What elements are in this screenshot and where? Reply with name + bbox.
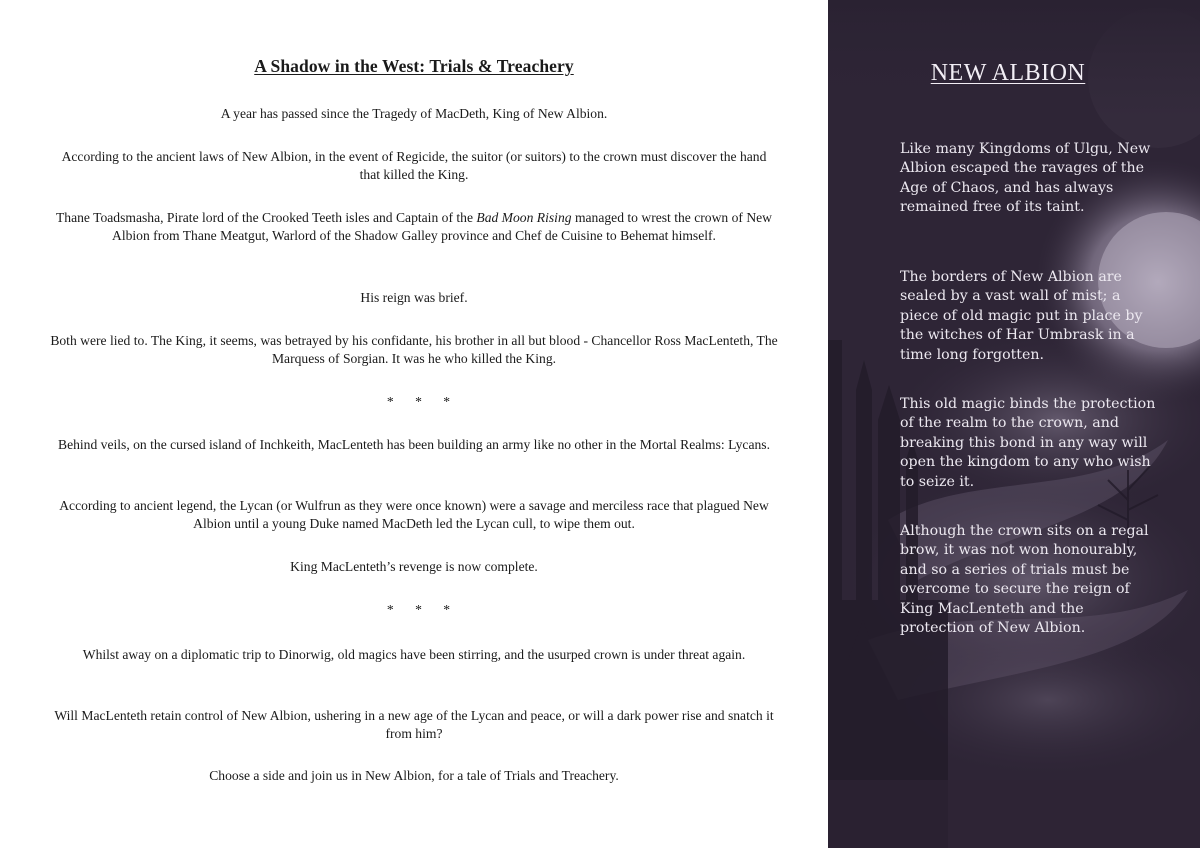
lore-paragraph-4: Although the crown sits on a regal brow, it was not won honourably, and so a series of trials must be overcome to secure the reign of King MacLenteth and the protection of New Albion. xyxy=(900,523,1149,637)
story-paragraph-6: Behind veils, on the cursed island of Inchkeith, MacLenteth has been building an army like no other in the Mortal Realms: Lycans. xyxy=(58,437,770,452)
lore-paragraph-2: The borders of New Albion are sealed by a vast wall of mist; a piece of old magic put in place by the witches of Har Umbrask in a time long forgotten. xyxy=(900,269,1143,363)
section-separator-2: * * * xyxy=(386,602,460,617)
story-title: A Shadow in the West: Trials & Treachery xyxy=(254,56,574,76)
story-paragraph-2: According to the ancient laws of New Albion, in the event of Regicide, the suitor (or suitors) to the crown must discover the hand that killed the King. xyxy=(61,149,767,182)
story-paragraph-7: According to ancient legend, the Lycan (or Wulfrun as they were once known) were a savage and merciless race that plagued New Albion until a young Duke named MacDeth led the Lycan cull, to wipe them out. xyxy=(59,498,769,531)
story-paragraph-3-start: Thane Toadsmasha, Pirate lord of the Crooked Teeth isles and Captain of the xyxy=(55,210,477,225)
lore-paragraph-3: This old magic binds the protection of the realm to the crown, and breaking this bond in any way will open the kingdom to any who wish to seize it. xyxy=(900,396,1156,490)
section-separator-1: * * * xyxy=(386,394,460,409)
lore-title: NEW ALBION xyxy=(930,60,1086,86)
lore-panel xyxy=(828,0,1200,848)
story-paragraph-11: Choose a side and join us in New Albion, for a tale of Trials and Treachery. xyxy=(209,768,619,783)
story-paragraph-8: King MacLenteth’s revenge is now complete. xyxy=(290,559,538,574)
ship-name: Bad Moon Rising xyxy=(476,210,572,225)
story-paragraph-3 xyxy=(50,209,778,245)
lore-paragraph-1: Like many Kingdoms of Ulgu, New Albion escaped the ravages of the Age of Chaos, and has always remained free of its taint. xyxy=(900,141,1151,216)
story-paragraph-1: A year has passed since the Tragedy of MacDeth, King of New Albion. xyxy=(220,106,608,121)
story-paragraph-5: Both were lied to. The King, it seems, was betrayed by his confidante, his brother in all but blood - Chancellor Ross MacLenteth, The Marquess of Sorgian. It was he who killed the King. xyxy=(50,333,778,366)
story-paragraph-3-end: managed to wrest the crown of New Albion from Thane Meatgut, Warlord of the Shadow Galley province and Chef de Cuisine to Behemat himself. xyxy=(112,210,772,243)
story-paragraph-10: Will MacLenteth retain control of New Albion, ushering in a new age of the Lycan and peace, or will a dark power rise and snatch it from him? xyxy=(54,708,774,741)
story-paragraph-9: Whilst away on a diplomatic trip to Dinorwig, old magics have been stirring, and the usurped crown is under threat again. xyxy=(82,647,746,662)
story-paragraph-4: His reign was brief. xyxy=(360,290,468,305)
